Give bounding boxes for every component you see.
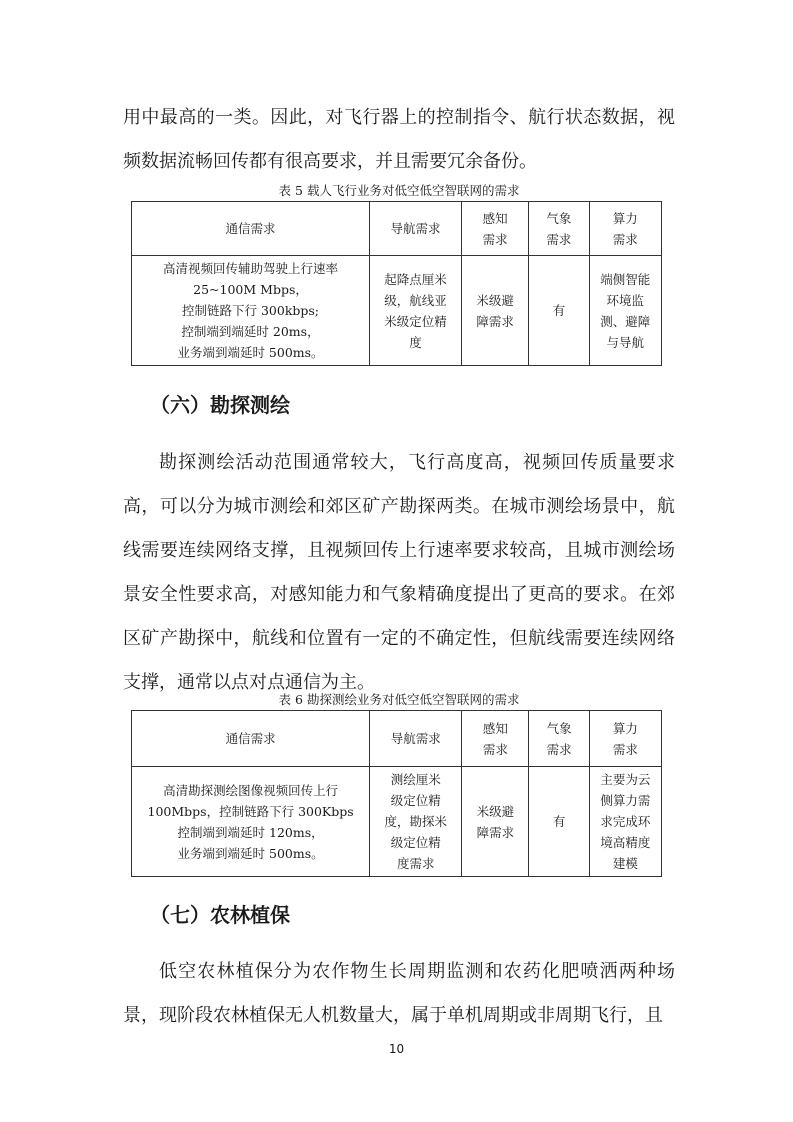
table5-cell-nav: 起降点厘米 级，航线亚 米级定位精 度 xyxy=(370,256,462,366)
table6 xyxy=(131,710,662,877)
table6-header-weather: 气象 需求 xyxy=(529,711,589,767)
table5 xyxy=(131,201,662,366)
table6-caption: 表 6 勘探测绘业务对低空低空智联网的需求 xyxy=(278,692,520,707)
section-heading-6: （六）勘探测绘 xyxy=(150,393,290,417)
table5-header-weather: 气象 需求 xyxy=(529,202,589,256)
table-row xyxy=(132,767,662,877)
table6-header-sense: 感知 需求 xyxy=(462,711,529,767)
table6-header-nav: 导航需求 xyxy=(370,711,462,767)
table5-header-compute: 算力 需求 xyxy=(589,202,661,256)
table5-caption: 表 5 载人飞行业务对低空低空智联网的需求 xyxy=(278,183,520,198)
table6-cell-comm: 高清勘探测绘图像视频回传上行 100Mbps，控制链路下行 300Kbps 控制端到端延时 120ms， 业务端到端延时 500ms。 xyxy=(132,767,370,877)
paragraph-section-7: 低空农林植保分为农作物生长周期监测和农药化肥喷洒两种场景，现阶段农林植保无人机数量大，属于单机周期或非周期飞行，且 xyxy=(123,961,675,1026)
table6-cell-nav: 测绘厘米 级定位精 度，勘探米 级定位精 度需求 xyxy=(370,767,462,877)
table5-cell-comm: 高清视频回传辅助驾驶上行速率 25~100M Mbps， 控制链路下行 300kbps; 控制端到端延时 20ms， 业务端到端延时 500ms。 xyxy=(132,256,370,366)
table5-header-nav: 导航需求 xyxy=(370,202,462,256)
table5-cell-compute: 端侧智能 环境监 测、避障 与导航 xyxy=(589,256,661,366)
table-row xyxy=(132,256,662,366)
table6-cell-sense: 米级避 障需求 xyxy=(462,767,529,877)
table5-cell-sense: 米级避 障需求 xyxy=(462,256,529,366)
table5-header-row xyxy=(132,202,662,256)
table6-cell-compute: 主要为云 侧算力需 求完成环 境高精度 建模 xyxy=(589,767,661,877)
table6-cell-weather: 有 xyxy=(529,767,589,877)
table5-header-sense: 感知 需求 xyxy=(462,202,529,256)
table6-header-compute: 算力 需求 xyxy=(589,711,661,767)
table6-header-row xyxy=(132,711,662,767)
table5-header-comm: 通信需求 xyxy=(132,202,370,256)
table5-cell-weather: 有 xyxy=(529,256,589,366)
page-number: 10 xyxy=(388,1042,405,1056)
paragraph-intro: 用中最高的一类。因此，对飞行器上的控制指令、航行状态数据，视频数据流畅回传都有很高要求，并且需要冗余备份。 xyxy=(123,107,675,172)
table6-header-comm: 通信需求 xyxy=(132,711,370,767)
paragraph-section-6: 勘探测绘活动范围通常较大，飞行高度高，视频回传质量要求高，可以分为城市测绘和郊区矿产勘探两类。在城市测绘场景中，航线需要连续网络支撑，且视频回传上行速率要求较高，且城市测绘场景安全性要求高，对感知能力和气象精确度提出了更高的要求。在郊区矿产勘探中，航线和位置有一定的不确定性，但航线需要连续网络支撑，通常以点对点通信为主。 xyxy=(123,452,675,693)
section-heading-7: （七）农林植保 xyxy=(150,903,290,927)
